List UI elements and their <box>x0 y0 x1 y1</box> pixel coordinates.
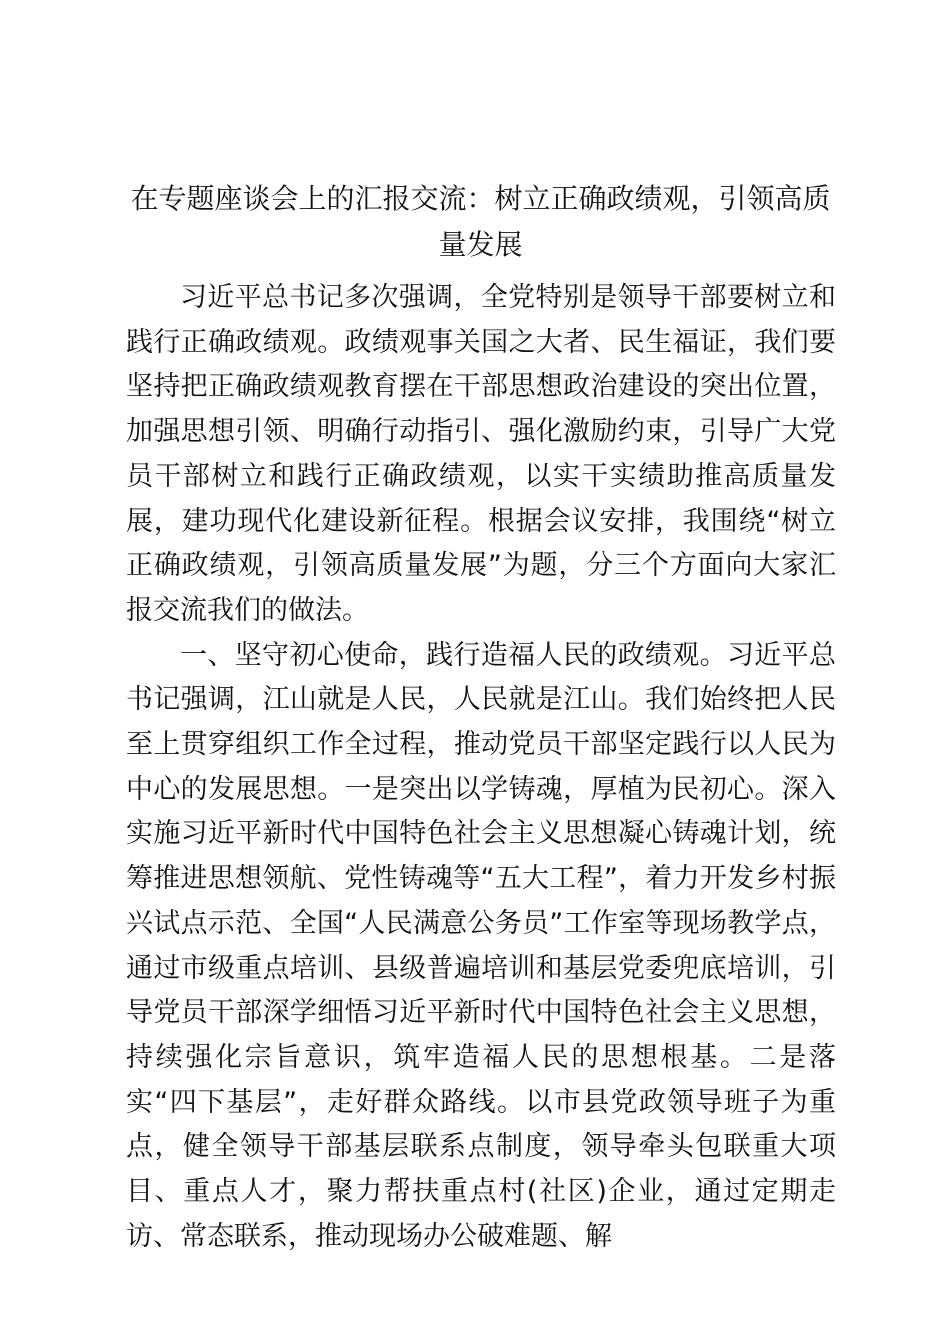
paragraph-intro: 习近平总书记多次强调，全党特别是领导干部要树立和践行正确政绩观。政绩观事关国之大者、民生福证，我们要坚持把正确政绩观教育摆在干部思想政治建设的突出位置，加强思想引领、明确行动指引、强化激励约束，引导广大党员干部树立和践行正确政绩观，以实干实绩助推高质量发展，建功现代化建设新征程。根据会议安排，我围绕“树立正确政绩观，引领高质量发展”为题，分三个方面向大家汇报交流我们的做法。 <box>126 282 836 626</box>
document-body <box>126 276 836 1259</box>
paragraph-section-one: 一、坚守初心使命，践行造福人民的政绩观。习近平总书记强调，江山就是人民，人民就是江山。我们始终把人民至上贯穿组织工作全过程，推动党员干部坚定践行以人民为中心的发展思想。一是突出以学铸魂，厚植为民初心。深入实施习近平新时代中国特色社会主义思想凝心铸魂计划，统筹推进思想领航、党性铸魂等“五大工程”，着力开发乡村振兴试点示范、全国“人民满意公务员”工作室等现场教学点，通过市级重点培训、县级普遍培训和基层党委兜底培训，引导党员干部深学细悟习近平新时代中国特色社会主义思想，持续强化宗旨意识，筑牢造福人民的思想根基。二是落实“四下基层”，走好群众路线。以市县党政领导班子为重点，健全领导干部基层联系点制度，领导牵头包联重大项目、重点人才，聚力帮扶重点村(社区)企业，通过定期走访、常态联系，推动现场办公破难题、解 <box>126 639 836 1252</box>
document-title: 在专题座谈会上的汇报交流：树立正确政绩观，引领高质量发展 <box>130 182 831 261</box>
